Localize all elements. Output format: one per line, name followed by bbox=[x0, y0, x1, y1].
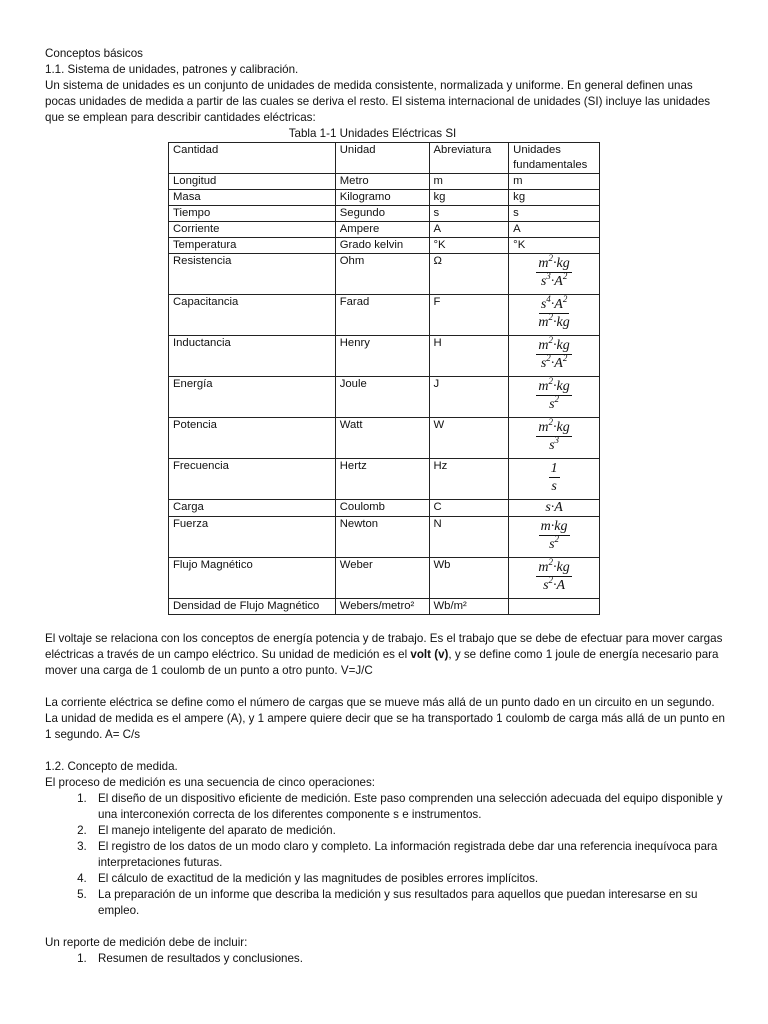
intro-paragraph: Un sistema de unidades es un conjunto de unidades de medida consistente, normalizada y uniforme. En general definen unas pocas unidades de medida a partir de las cuales se deriva el resto. El sistema internacional de unidades (SI) incluye las unidades que se emplean para describir cantidades eléctricas: bbox=[45, 79, 711, 124]
cell-abbr: s bbox=[429, 206, 509, 222]
voltage-text-2: , y se define como 1 joule de energía necesario para mover una carga de 1 coulomb de un punto a otro punto. V=J/C bbox=[45, 648, 719, 677]
cell-unit: Watt bbox=[335, 418, 429, 459]
table-header-row bbox=[169, 143, 600, 174]
cell-unit: Coulomb bbox=[335, 500, 429, 517]
cell-unit: Newton bbox=[335, 517, 429, 558]
cell-unit: Henry bbox=[335, 336, 429, 377]
cell-abbr: F bbox=[429, 295, 509, 336]
cell-unit: Joule bbox=[335, 377, 429, 418]
cell-fundamental: kg bbox=[509, 190, 600, 206]
cell-quantity: Corriente bbox=[169, 222, 336, 238]
cell-fundamental: m bbox=[509, 174, 600, 190]
cell-fundamental-formula bbox=[509, 295, 600, 336]
table-row bbox=[169, 459, 600, 500]
cell-fundamental-formula bbox=[509, 558, 600, 599]
cell-fundamental-formula bbox=[509, 418, 600, 459]
table-row bbox=[169, 377, 600, 418]
cell-quantity: Masa bbox=[169, 190, 336, 206]
unit-fraction: $\frac{s^4\cdot A^2}{m^2\cdot kg}$ bbox=[538, 294, 570, 330]
cell-quantity: Capacitancia bbox=[169, 295, 336, 336]
cell-unit: Weber bbox=[335, 558, 429, 599]
header-cell: Abreviatura bbox=[429, 143, 509, 174]
unit-fraction: $\frac{m^2\cdot kg}{s^3}$ bbox=[538, 417, 570, 453]
table-row bbox=[169, 500, 600, 517]
unit-fraction: $\frac{m^2\cdot kg}{s^2\cdot A}$ bbox=[538, 557, 570, 593]
unit-expression: s·A bbox=[545, 500, 563, 515]
table-row bbox=[169, 558, 600, 599]
cell-quantity: Temperatura bbox=[169, 238, 336, 254]
cell-unit: Kilogramo bbox=[335, 190, 429, 206]
report-intro: Un reporte de medición debe de incluir: bbox=[45, 936, 248, 949]
cell-unit: Segundo bbox=[335, 206, 429, 222]
document-page bbox=[45, 46, 725, 967]
cell-abbr: Ω bbox=[429, 254, 509, 295]
cell-unit: Webers/metro² bbox=[335, 599, 429, 615]
cell-unit: Ohm bbox=[335, 254, 429, 295]
section-title-1-1: 1.1. Sistema de unidades, patrones y calibración. bbox=[45, 63, 299, 76]
cell-abbr: A bbox=[429, 222, 509, 238]
cell-fundamental bbox=[509, 599, 600, 615]
cell-abbr: C bbox=[429, 500, 509, 517]
cell-quantity: Carga bbox=[169, 500, 336, 517]
cell-quantity: Energía bbox=[169, 377, 336, 418]
header-cell: Unidades fundamentales bbox=[509, 143, 600, 174]
cell-fundamental-formula bbox=[509, 254, 600, 295]
list-item: 1. Resumen de resultados y conclusiones. bbox=[90, 951, 725, 967]
unit-fraction: $\frac{1}{s}$ bbox=[550, 461, 558, 494]
table-caption: Tabla 1-1 Unidades Eléctricas SI bbox=[288, 127, 457, 140]
cell-unit: Ampere bbox=[335, 222, 429, 238]
cell-quantity: Flujo Magnético bbox=[169, 558, 336, 599]
process-intro: El proceso de medición es una secuencia de cinco operaciones: bbox=[45, 776, 375, 789]
table-row bbox=[169, 222, 600, 238]
cell-fundamental-formula bbox=[509, 336, 600, 377]
table-row bbox=[169, 517, 600, 558]
cell-quantity: Fuerza bbox=[169, 517, 336, 558]
cell-fundamental: °K bbox=[509, 238, 600, 254]
unit-fraction: $\frac{m^2\cdot kg}{s^3\cdot A^2}$ bbox=[538, 253, 570, 289]
cell-quantity: Densidad de Flujo Magnético bbox=[169, 599, 336, 615]
table-row bbox=[169, 295, 600, 336]
list-item: 5. La preparación de un informe que describa la medición y sus resultados para aquellos que puedan interesarse en su empleo. bbox=[90, 887, 725, 919]
cell-fundamental-formula bbox=[509, 500, 600, 517]
cell-fundamental-formula bbox=[509, 377, 600, 418]
cell-abbr: N bbox=[429, 517, 509, 558]
voltage-text-1: El voltaje se relaciona con los conceptos de energía potencia y de trabajo. Es el trabajo que se debe de efectuar para mover cargas eléctricas a través de un campo eléctrico. Su unidad de medición es el bbox=[45, 632, 723, 661]
cell-unit: Grado kelvin bbox=[335, 238, 429, 254]
cell-fundamental-formula bbox=[509, 517, 600, 558]
cell-fundamental-formula bbox=[509, 459, 600, 500]
section-title-1-2: 1.2. Concepto de medida. bbox=[45, 760, 178, 773]
list-item: 3. El registro de los datos de un modo claro y completo. La información registrada debe dar una referencia inequívoca para interpretaciones futuras. bbox=[90, 839, 725, 871]
cell-quantity: Potencia bbox=[169, 418, 336, 459]
cell-quantity: Resistencia bbox=[169, 254, 336, 295]
cell-quantity: Tiempo bbox=[169, 206, 336, 222]
table-row bbox=[169, 599, 600, 615]
table-row bbox=[169, 238, 600, 254]
cell-fundamental: A bbox=[509, 222, 600, 238]
cell-quantity: Frecuencia bbox=[169, 459, 336, 500]
current-paragraph: La corriente eléctrica se define como el número de cargas que se mueve más allá de un punto dado en un circuito en un segundo. La unidad de medida es el ampere (A), y 1 ampere quiere decir que se ha transportado 1 coulomb de carga más allá de un punto en 1 segundo. A= C/s bbox=[45, 696, 725, 741]
list-item: 4. El cálculo de exactitud de la medición y las magnitudes de posibles errores implícitos. bbox=[90, 871, 725, 887]
cell-abbr: kg bbox=[429, 190, 509, 206]
cell-abbr: Hz bbox=[429, 459, 509, 500]
cell-abbr: Wb/m² bbox=[429, 599, 509, 615]
table-row bbox=[169, 254, 600, 295]
voltage-paragraph bbox=[45, 631, 725, 679]
cell-quantity: Longitud bbox=[169, 174, 336, 190]
cell-abbr: J bbox=[429, 377, 509, 418]
table-row bbox=[169, 418, 600, 459]
cell-abbr: m bbox=[429, 174, 509, 190]
voltage-unit-bold: volt (v) bbox=[410, 648, 449, 661]
report-list bbox=[45, 951, 725, 967]
list-item: 1. El diseño de un dispositivo eficiente de medición. Este paso comprenden una selección adecuada del equipo disponible y una interconexión correcta de los diferentes componente s e instrumentos. bbox=[90, 791, 725, 823]
process-list bbox=[45, 791, 725, 919]
cell-quantity: Inductancia bbox=[169, 336, 336, 377]
list-item: 2. El manejo inteligente del aparato de medición. bbox=[90, 823, 725, 839]
si-units-table bbox=[168, 142, 600, 615]
cell-fundamental: s bbox=[509, 206, 600, 222]
cell-abbr: °K bbox=[429, 238, 509, 254]
table-row bbox=[169, 174, 600, 190]
cell-unit: Metro bbox=[335, 174, 429, 190]
header-cell: Cantidad bbox=[169, 143, 336, 174]
heading: Conceptos básicos bbox=[45, 47, 143, 60]
cell-abbr: W bbox=[429, 418, 509, 459]
header-cell: Unidad bbox=[335, 143, 429, 174]
unit-fraction: $\frac{m\cdot kg}{s^2}$ bbox=[540, 519, 568, 552]
table-row bbox=[169, 190, 600, 206]
unit-fraction: $\frac{m^2\cdot kg}{s^2}$ bbox=[538, 376, 570, 412]
cell-abbr: Wb bbox=[429, 558, 509, 599]
cell-unit: Farad bbox=[335, 295, 429, 336]
unit-fraction: $\frac{m^2\cdot kg}{s^2\cdot A^2}$ bbox=[538, 335, 570, 371]
table-row bbox=[169, 336, 600, 377]
table-row bbox=[169, 206, 600, 222]
cell-unit: Hertz bbox=[335, 459, 429, 500]
cell-abbr: H bbox=[429, 336, 509, 377]
